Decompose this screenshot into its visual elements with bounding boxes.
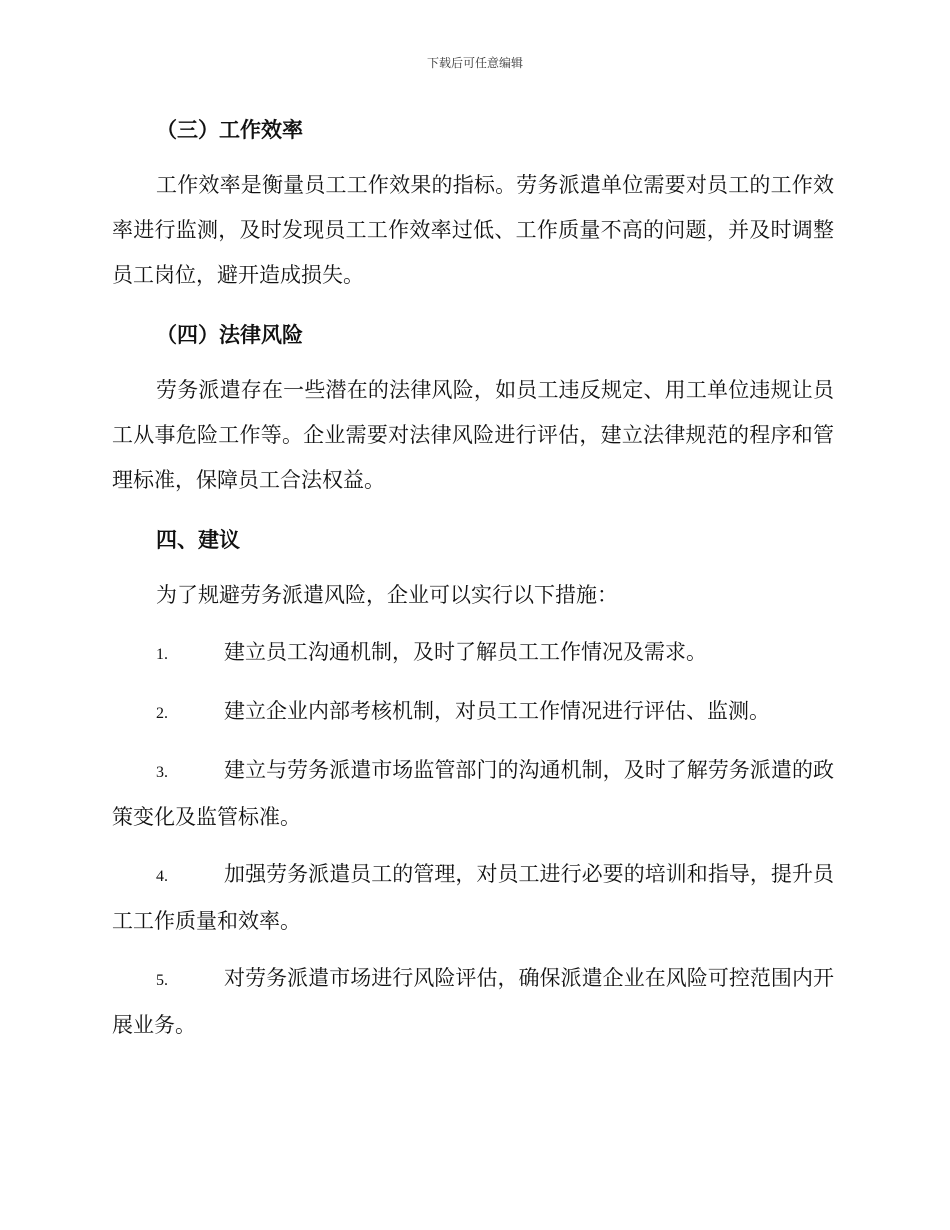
list-item-number: 1. <box>156 646 168 663</box>
list-item-text: 建立企业内部考核机制，对员工工作情况进行评估、监测。 <box>224 699 770 723</box>
heading-work-efficiency: （三）工作效率 <box>156 117 303 142</box>
document-body <box>112 112 834 1048</box>
heading-legal-risk: （四）法律风险 <box>156 322 303 347</box>
paragraph-suggestions-intro: 为了规避劳务派遣风险，企业可以实行以下措施： <box>156 583 618 607</box>
list-item-text: 建立员工沟通机制，及时了解员工工作情况及需求。 <box>224 640 707 664</box>
heading-suggestions: 四、建议 <box>156 527 240 552</box>
list-item <box>112 748 834 840</box>
list-item <box>112 630 834 677</box>
page-header: 下载后可任意编辑 <box>426 56 523 70</box>
list-item <box>112 852 834 944</box>
list-item-number: 5. <box>156 972 168 989</box>
list-item-number: 4. <box>156 868 168 885</box>
paragraph-legal-risk: 劳务派遣存在一些潜在的法律风险，如员工违反规定、用工单位违规让员工从事危险工作等。企业需要对法律风险进行评估，建立法律规范的程序和管理标准，保障员工合法权益。 <box>112 378 834 492</box>
list-item-text: 建立与劳务派遣市场监管部门的沟通机制，及时了解劳务派遣的政策变化及监管标准。 <box>112 758 834 829</box>
list-item-text: 对劳务派遣市场进行风险评估，确保派遣企业在风险可控范围内开展业务。 <box>112 966 834 1037</box>
suggestions-list <box>112 630 834 1048</box>
list-item-text: 加强劳务派遣员工的管理，对员工进行必要的培训和指导，提升员工工作质量和效率。 <box>112 862 834 933</box>
list-item-number: 3. <box>156 764 168 781</box>
list-item <box>112 956 834 1048</box>
paragraph-work-efficiency: 工作效率是衡量员工工作效果的指标。劳务派遣单位需要对员工的工作效率进行监测，及时发现员工工作效率过低、工作质量不高的问题，并及时调整员工岗位，避开造成损失。 <box>112 173 834 287</box>
list-item-number: 2. <box>156 705 168 722</box>
list-item <box>112 689 834 736</box>
